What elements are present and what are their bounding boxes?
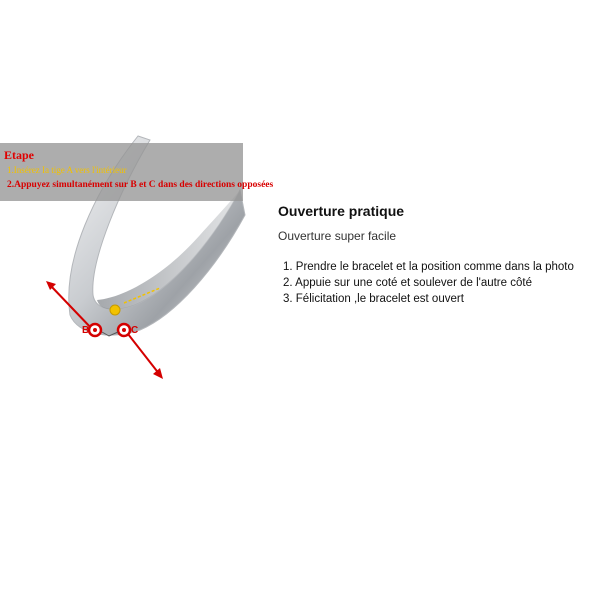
step-2-text: 2.Appuyez simultanément sur B et C dans des directions opposées [7, 180, 274, 190]
steps-list [278, 259, 598, 307]
step-1-text: 1.Insérez Ia tige A vers l'intérieur [7, 165, 127, 175]
list-item: 3. Félicitation ,le bracelet est ouvert [283, 293, 464, 305]
label-b: B [82, 325, 90, 336]
arrow-c-icon [128, 334, 160, 375]
step-heading: Etape [4, 148, 34, 162]
info-subtitle: Ouverture super facile [278, 229, 397, 243]
label-c: C [131, 325, 139, 336]
list-item: 1. Prendre le bracelet et la position comme dans la photo [283, 261, 574, 273]
list-item: 2. Appuie sur une coté et soulever de l'autre côté [283, 277, 532, 289]
info-panel [278, 203, 598, 307]
screw-a-icon [110, 305, 120, 315]
info-title: Ouverture pratique [278, 203, 405, 219]
